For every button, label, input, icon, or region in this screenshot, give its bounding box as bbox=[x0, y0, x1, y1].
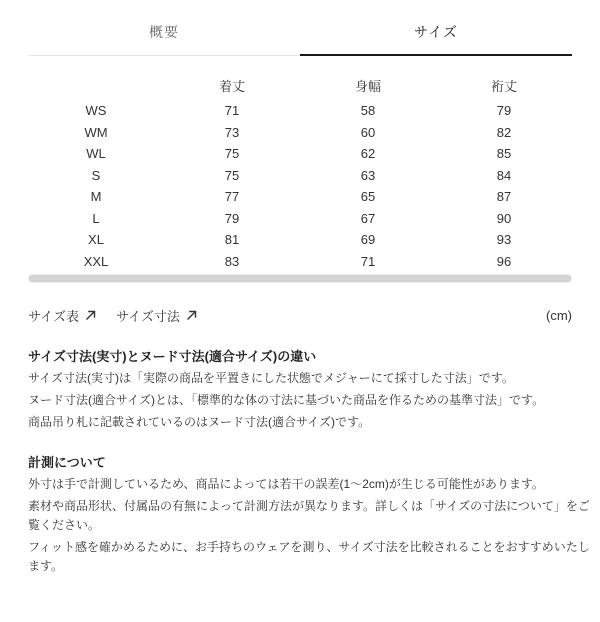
table-cell: 60 bbox=[360, 124, 376, 140]
table-cell: 65 bbox=[360, 189, 376, 204]
table-cell: 62 bbox=[360, 146, 376, 161]
tab-size[interactable]: サイズ bbox=[300, 22, 572, 56]
table-cell: 93 bbox=[496, 232, 512, 247]
arrow-up-right-icon bbox=[85, 310, 96, 321]
table-cell: 71 bbox=[224, 103, 240, 118]
scrollbar-thumb[interactable] bbox=[29, 275, 571, 282]
table-cell: 79 bbox=[224, 210, 240, 226]
size-dimensions-link-label: サイズ寸法 bbox=[115, 309, 180, 324]
table-cell: 87 bbox=[496, 189, 512, 204]
size-label: WL bbox=[86, 146, 106, 161]
section-heading: サイズ寸法(実寸)とヌード寸法(適合サイズ)の違い bbox=[28, 349, 317, 364]
size-label: L bbox=[92, 210, 100, 226]
size-chart-link[interactable] bbox=[28, 306, 96, 325]
size-panel bbox=[0, 22, 600, 576]
table-cell: 85 bbox=[496, 146, 512, 161]
paragraph: 商品吊り札に記載されているのはヌード寸法(適合サイズ)です。 bbox=[28, 415, 371, 429]
table-cell: 83 bbox=[224, 253, 240, 269]
paragraph: 外寸は手で計測しているため、商品によっては若干の誤差(1〜2cm)が生じる可能性があります。 bbox=[28, 477, 544, 491]
table-cell: 67 bbox=[360, 210, 376, 226]
paragraph: 素材や商品形状、付属品の有無によって計測方法が異なります。詳しくは「サイズの寸法について」をご 覧ください。 bbox=[28, 499, 590, 532]
size-chart-link-label: サイズ表 bbox=[28, 309, 79, 324]
table-horizontal-scrollbar[interactable] bbox=[28, 274, 572, 283]
size-label: XXL bbox=[83, 253, 109, 269]
table-cell: 81 bbox=[224, 232, 240, 247]
table-cell: 79 bbox=[496, 103, 512, 118]
paragraph: サイズ寸法(実寸)は「実際の商品を平置きにした状態でメジャーにて採寸した寸法」です。 bbox=[28, 371, 514, 385]
table-cell: 58 bbox=[360, 103, 376, 118]
table-cell: 84 bbox=[496, 167, 512, 183]
unit-label: (cm) bbox=[546, 308, 572, 323]
col-header-sleeve: 裄丈 bbox=[490, 79, 517, 94]
size-table-header bbox=[28, 77, 572, 100]
arrow-up-right-icon bbox=[186, 310, 197, 321]
section-measurement-notes bbox=[28, 453, 590, 576]
col-header-length: 着丈 bbox=[218, 79, 245, 94]
tab-overview[interactable]: 概要 bbox=[28, 22, 300, 56]
size-label: M bbox=[90, 189, 102, 204]
tab-bar bbox=[28, 22, 572, 56]
section-size-dimension-difference bbox=[28, 347, 572, 432]
links-row bbox=[28, 306, 572, 325]
size-label: S bbox=[91, 167, 101, 183]
table-cell: 77 bbox=[224, 189, 240, 204]
size-label: WM bbox=[84, 124, 108, 140]
table-cell: 75 bbox=[224, 146, 240, 161]
paragraph: フィット感を確かめるために、お手持ちのウェアを測り、サイズ寸法を比較されることをおすすめいたし ます。 bbox=[28, 540, 590, 573]
size-table-body bbox=[28, 100, 572, 272]
table-cell: 73 bbox=[224, 124, 240, 140]
table-cell: 69 bbox=[360, 232, 376, 247]
size-label: XL bbox=[88, 232, 104, 247]
section-heading: 計測について bbox=[28, 455, 106, 470]
table-cell: 71 bbox=[360, 253, 376, 269]
paragraph: ヌード寸法(適合サイズ)とは、「標準的な体の寸法に基づいた商品を作るための基準寸法」です。 bbox=[28, 393, 545, 407]
table-cell: 96 bbox=[496, 253, 512, 269]
table-cell: 63 bbox=[360, 167, 376, 183]
table-cell: 75 bbox=[224, 167, 240, 183]
size-dimensions-link[interactable] bbox=[116, 306, 197, 325]
table-cell: 82 bbox=[496, 124, 512, 140]
corner-cell bbox=[28, 77, 164, 97]
col-header-width: 身幅 bbox=[354, 79, 381, 94]
table-cell: 90 bbox=[496, 210, 512, 226]
size-label: WS bbox=[85, 103, 107, 118]
